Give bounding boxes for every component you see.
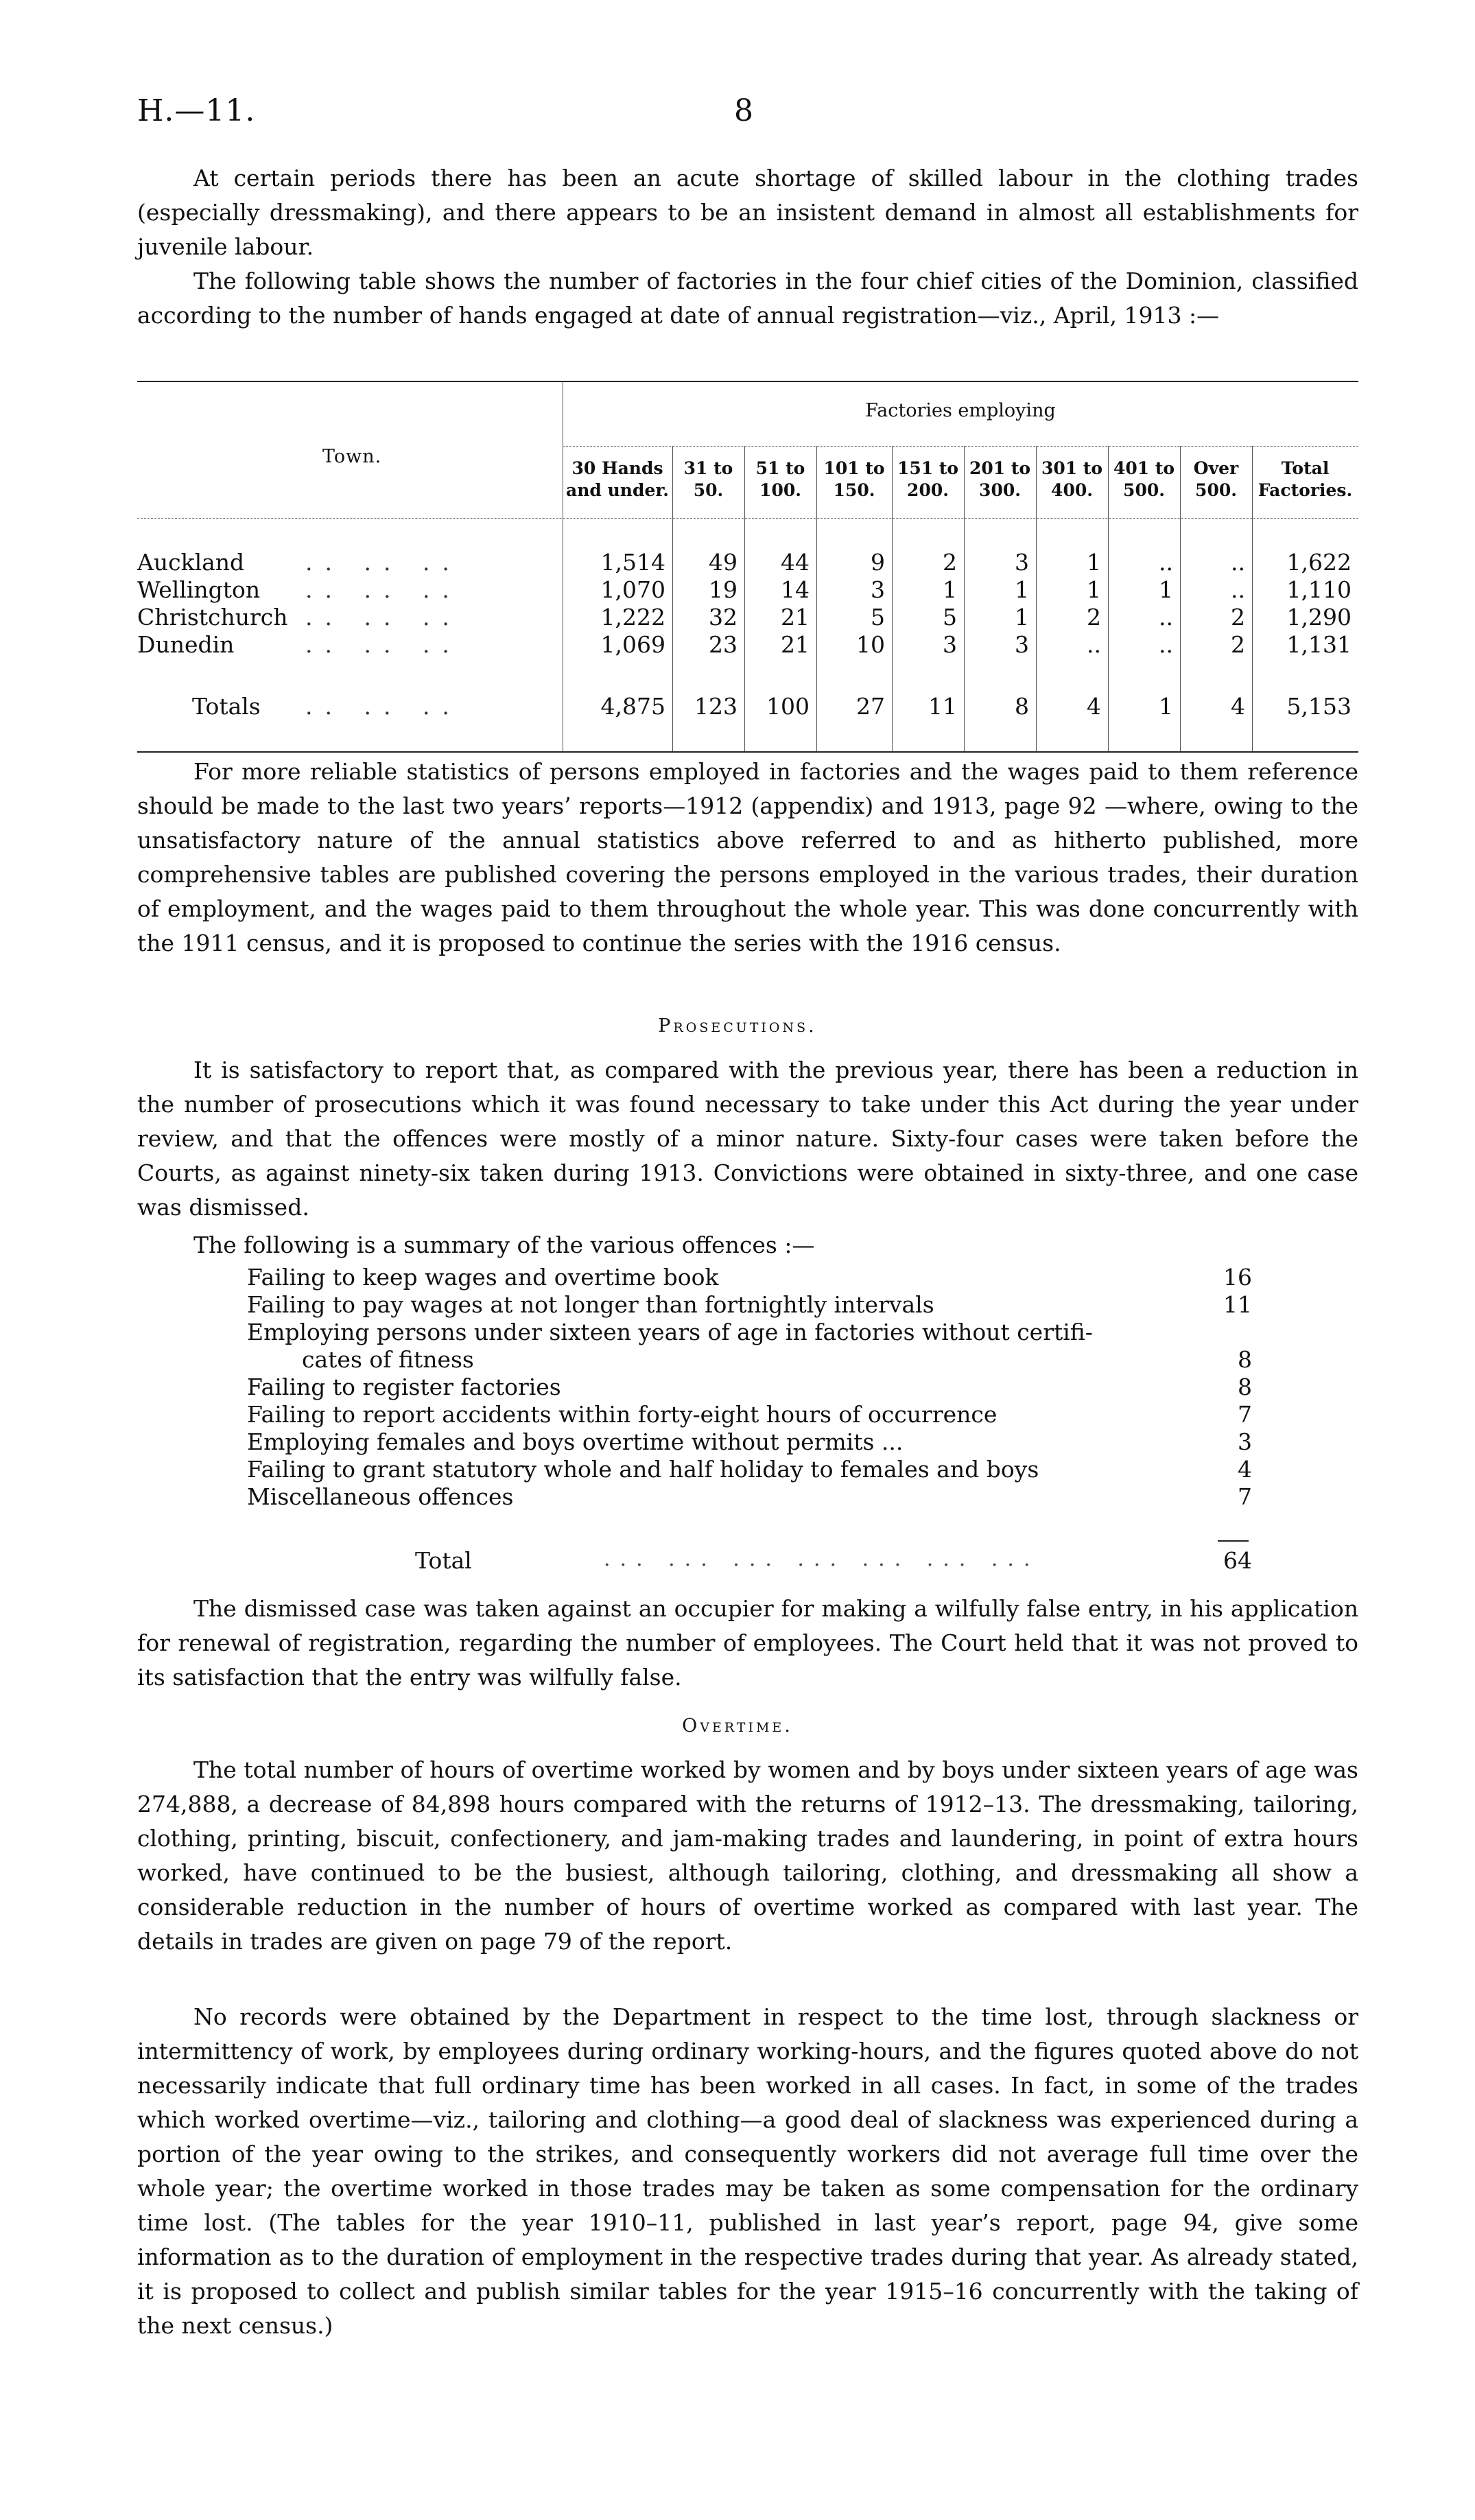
column-header-line: 31 to <box>683 458 733 478</box>
offences-total-count: 64 <box>1223 1547 1252 1574</box>
table-cell: 23 <box>709 631 738 658</box>
dot-leaders: .. .. .. <box>305 576 462 603</box>
table-cell: 19 <box>709 576 738 603</box>
column-header-line: Factories. <box>1258 480 1353 500</box>
column-rule <box>1252 446 1253 751</box>
column-header-line: 200. <box>907 480 949 500</box>
offence-label: Miscellaneous offences <box>247 1483 514 1510</box>
column-header <box>892 458 964 502</box>
column-header-line: 500. <box>1195 480 1237 500</box>
table-cell: 8 <box>1015 693 1029 720</box>
table-cell: 1 <box>1087 549 1101 576</box>
table-cell: 10 <box>856 631 885 658</box>
table-cell: 1,131 <box>1286 631 1352 658</box>
dot-leaders: .. .. .. <box>305 631 462 658</box>
offence-label: Failing to register factories <box>247 1374 561 1400</box>
offence-count: 3 <box>1238 1428 1252 1455</box>
table-cell: 1 <box>1159 693 1173 720</box>
offence-label: Failing to report accidents within forty-eight hours of occurrence <box>247 1401 998 1428</box>
paragraph-offences-intro: The following is a summary of the various offences :— <box>193 1232 815 1258</box>
table-cell: 2 <box>943 549 957 576</box>
offence-count: 8 <box>1238 1346 1252 1373</box>
table-cell: 1,290 <box>1286 604 1352 631</box>
column-rule <box>744 446 745 751</box>
column-header-line: 500. <box>1123 480 1165 500</box>
table-cell: 2 <box>1231 604 1245 631</box>
table-bottom-rule <box>137 751 1358 753</box>
table-cell: 21 <box>781 604 810 631</box>
heading-overtime: Overtime. <box>682 1715 793 1736</box>
offences-total-label: Total <box>415 1547 472 1574</box>
column-rule <box>892 446 893 751</box>
paragraph-table-intro: The following table shows the number of factories in the four chief cities of the Dominion, classified according to the number of hands engaged at date of annual registration—viz., April, 1913 :— <box>137 268 1358 329</box>
column-rule <box>1180 446 1181 751</box>
column-header-line: Over <box>1193 458 1239 478</box>
table-cell: 21 <box>781 631 810 658</box>
table-cell: 1,622 <box>1286 549 1352 576</box>
offence-label: Employing persons under sixteen years of age in factories without certifi- <box>247 1319 1093 1345</box>
table-cell: .. <box>1087 631 1101 658</box>
table-cell: 4 <box>1087 693 1101 720</box>
sum-rule <box>1218 1540 1249 1542</box>
column-header <box>1108 458 1180 502</box>
town-name: Christchurch <box>137 604 288 631</box>
column-header-line: 101 to <box>823 458 885 478</box>
column-header-line: 151 to <box>897 458 959 478</box>
column-header <box>1252 458 1358 502</box>
page-reference: H.—11. <box>137 93 256 128</box>
page-number: 8 <box>734 93 753 128</box>
table-cell: 5 <box>871 604 885 631</box>
town-name: Dunedin <box>137 631 235 658</box>
table-cell: 3 <box>1015 549 1029 576</box>
group-header-rule <box>563 446 1358 447</box>
column-rule <box>964 446 965 751</box>
table-cell: 100 <box>766 693 810 720</box>
table-cell: 11 <box>928 693 957 720</box>
table-header-group: Factories employing <box>865 400 1056 421</box>
table-cell: 5,153 <box>1286 693 1352 720</box>
table-cell: 1 <box>943 576 957 603</box>
column-header-line: Total <box>1281 458 1330 478</box>
dot-leaders: .. .. .. <box>305 549 462 576</box>
table-top-rule <box>137 381 1358 382</box>
column-header-line: 100. <box>759 480 801 500</box>
offence-count: 8 <box>1238 1374 1252 1400</box>
table-cell: .. <box>1159 604 1173 631</box>
column-header <box>1036 458 1108 502</box>
table-cell: 3 <box>1015 631 1029 658</box>
table-cell: 4,875 <box>600 693 665 720</box>
column-header-line: 30 Hands <box>571 458 663 478</box>
table-cell: 123 <box>694 693 738 720</box>
table-cell: 1,070 <box>600 576 665 603</box>
table-cell: 1 <box>1015 576 1029 603</box>
offence-count: 7 <box>1238 1401 1252 1428</box>
column-header-line: 51 to <box>755 458 805 478</box>
column-header-line: and under. <box>566 480 669 500</box>
column-header-line: 50. <box>693 480 724 500</box>
table-cell: 1 <box>1087 576 1101 603</box>
table-cell: 1,222 <box>600 604 665 631</box>
offence-label: Failing to pay wages at not longer than fortnightly intervals <box>247 1291 934 1318</box>
paragraph-overtime-hours: The total number of hours of overtime worked by women and by boys under sixteen years of age was 274,888, a decrease of 84,898 hours compared with the returns of 1912–13. The dressmaking, tailoring, clothing, printing, biscuit, confectionery, and jam-making trades and laundering, in point of extra hours worked, have continued to be the busiest, although tailoring, clothing, and dressmaking all show a considerable reduction in the number of hours of overtime worked as compared with last year. The details in trades are given on page 79 of the report. <box>137 1756 1358 1955</box>
table-cell: 5 <box>943 604 957 631</box>
table-cell: 2 <box>1087 604 1101 631</box>
table-cell: 44 <box>781 549 810 576</box>
table-cell: 1 <box>1159 576 1173 603</box>
column-header <box>816 458 892 502</box>
offence-label: Failing to grant statutory whole and half holiday to females and boys <box>247 1456 1039 1483</box>
table-cell: 3 <box>943 631 957 658</box>
table-cell: .. <box>1159 549 1173 576</box>
column-rule <box>1108 446 1109 751</box>
column-header-line: 300. <box>979 480 1021 500</box>
offence-count: 4 <box>1238 1456 1252 1483</box>
paragraph-statistics-note: For more reliable statistics of persons employed in factories and the wages paid to them reference should be made to the last two years’ reports—1912 (appendix) and 1913, page 92 —where, owing to the unsatisfactory nature of the annual statistics above referred to and as hitherto published, more comprehensive tables are published covering the persons employed in the various trades, their duration of employment, and the wages paid to them throughout the whole year. This was done concurrently with the 1911 census, and it is proposed to continue the series with the 1916 census. <box>137 758 1358 956</box>
paragraph-dismissed-case: The dismissed case was taken against an occupier for making a wilfully false entry, in his application for renewal of registration, regarding the number of employees. The Court held that it was not proved to its satisfaction that the entry was wilfully false. <box>137 1595 1358 1691</box>
factories-table <box>137 381 1358 755</box>
column-header <box>672 458 744 502</box>
table-cell: 1,514 <box>600 549 665 576</box>
offence-count: 11 <box>1223 1291 1252 1318</box>
column-header-line: 201 to <box>969 458 1031 478</box>
table-cell: 2 <box>1231 631 1245 658</box>
table-cell: 9 <box>871 549 885 576</box>
column-header <box>964 458 1036 502</box>
column-rule <box>1036 446 1037 751</box>
offence-count: 7 <box>1238 1483 1252 1510</box>
table-cell: 1,069 <box>600 631 665 658</box>
paragraph-labour-shortage: At certain periods there has been an acute shortage of skilled labour in the clothing trades (especially dressmaking), and there appears to be an insistent demand in almost all establishments for juvenile labour. <box>137 165 1358 260</box>
table-cell: 14 <box>781 576 810 603</box>
table-cell: 49 <box>709 549 738 576</box>
column-header-line: 400. <box>1051 480 1093 500</box>
table-header-town: Town. <box>322 446 382 467</box>
table-cell: 1 <box>1015 604 1029 631</box>
totals-label: Totals <box>192 693 261 720</box>
table-cell: 4 <box>1231 693 1245 720</box>
column-header <box>1180 458 1252 502</box>
table-cell: .. <box>1159 631 1173 658</box>
column-header-line: 401 to <box>1113 458 1175 478</box>
town-name: Wellington <box>137 576 261 603</box>
table-cell: 32 <box>709 604 738 631</box>
table-cell: .. <box>1231 576 1245 603</box>
table-cell: 27 <box>856 693 885 720</box>
column-rule <box>672 446 673 751</box>
dot-leaders: .. .. .. <box>305 693 462 720</box>
column-header <box>563 458 672 502</box>
column-header-line: 301 to <box>1041 458 1103 478</box>
offence-label: Failing to keep wages and overtime book <box>247 1264 719 1291</box>
paragraph-time-lost: No records were obtained by the Department in respect to the time lost, through slackness or intermittency of work, by employees during ordinary working-hours, and the figures quoted above do not necessarily indicate that full ordinary time has been worked in all cases. In fact, in some of the trades which worked overtime—viz., tailoring and clothing—a good deal of slackness was experienced during a portion of the year owing to the strikes, and consequently workers did not average full time over the whole year; the overtime worked in those trades may be taken as some compensation for the ordinary time lost. (The tables for the year 1910–11, published in last year’s report, page 94, give some information as to the duration of employment in the respective trades during that year. As already stated, it is proposed to collect and publish similar tables for the year 1915–16 concurrently with the taking of the next census.) <box>137 2003 1358 2339</box>
dot-leaders: ... ... ... ... ... ... ... <box>604 1547 1040 1571</box>
column-header-line: 150. <box>833 480 875 500</box>
column-header <box>744 458 816 502</box>
offence-count: 16 <box>1223 1264 1252 1291</box>
column-rule <box>816 446 817 751</box>
table-cell: 3 <box>871 576 885 603</box>
town-name: Auckland <box>137 549 245 576</box>
table-cell: .. <box>1231 549 1245 576</box>
table-cell: 1,110 <box>1286 576 1352 603</box>
paragraph-prosecutions: It is satisfactory to report that, as compared with the previous year, there has been a reduction in the number of prosecutions which it was found necessary to take under this Act during the year under review, and that the offences were mostly of a minor nature. Sixty-four cases were taken before the Courts, as against ninety-six taken during 1913. Convictions were obtained in sixty-three, and one case was dismissed. <box>137 1057 1358 1221</box>
offence-label-continued: cates of fitness <box>302 1346 474 1373</box>
header-bottom-rule <box>137 518 1358 519</box>
heading-prosecutions: Prosecutions. <box>658 1015 817 1037</box>
dot-leaders: .. .. .. <box>305 604 462 631</box>
offence-label: Employing females and boys overtime without permits ... <box>247 1428 904 1455</box>
